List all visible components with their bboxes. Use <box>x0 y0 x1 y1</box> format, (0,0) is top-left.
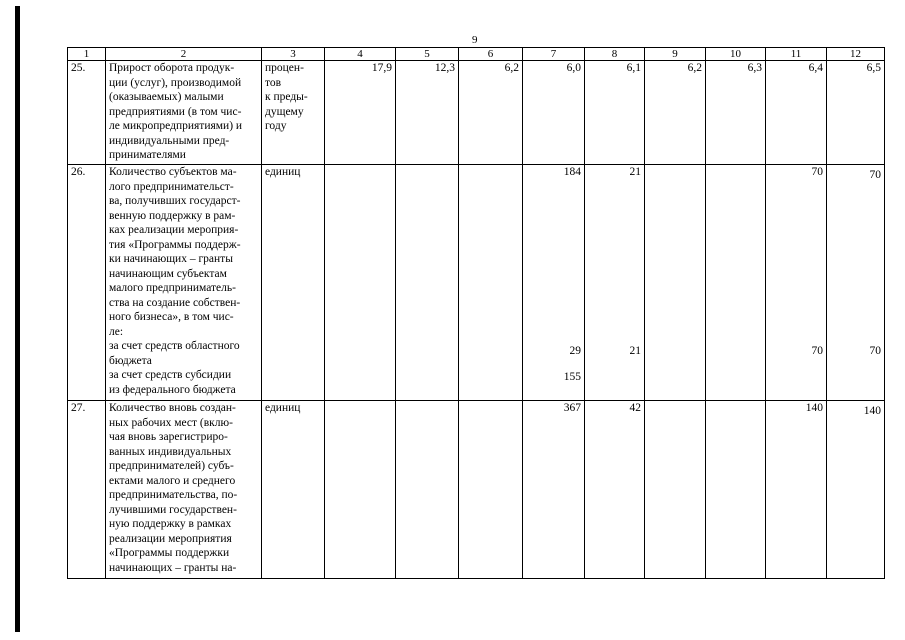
value-regional: 70 <box>811 344 823 357</box>
desc-line: принимателями <box>109 149 186 161</box>
desc-line: лучившими государствен- <box>109 503 237 516</box>
row-number: 27. <box>68 401 106 579</box>
value-regional: 29 <box>569 344 581 357</box>
desc-line: ле микропредприятиями) и <box>109 120 243 132</box>
desc-line: предпринимателей) субъ- <box>109 460 234 472</box>
value-federal: 155 <box>563 371 581 383</box>
value-cell <box>325 401 396 579</box>
header-row <box>68 48 885 61</box>
value-total: 70 <box>811 166 823 178</box>
desc-line: индивидуальными пред- <box>109 134 230 147</box>
desc-line: предприятиями (в том чис- <box>109 105 242 118</box>
value-cell: 6,2 <box>645 61 706 165</box>
value-total: 70 <box>869 169 881 181</box>
desc-line: начинающих – гранты на- <box>109 561 237 574</box>
row-description <box>106 401 262 579</box>
row-unit <box>262 61 325 165</box>
desc-line: ства на создание собствен- <box>109 296 241 309</box>
value-cell: 6,1 <box>585 61 645 165</box>
desc-line: начинающим субъектам <box>109 267 227 280</box>
value-regional: 70 <box>869 344 881 357</box>
desc-line: венную поддержку в рам- <box>109 209 236 222</box>
column-header: 6 <box>459 48 523 61</box>
column-header: 11 <box>766 48 827 61</box>
unit-line: году <box>265 120 287 132</box>
desc-line: ванных индивидуальных <box>109 445 232 458</box>
value-cell: 6,5 <box>827 61 885 165</box>
desc-line: за счет средств областного <box>109 340 240 352</box>
table-row <box>68 401 885 579</box>
data-table <box>67 47 885 579</box>
row-unit: единиц <box>262 165 325 401</box>
value-total: 184 <box>563 166 581 178</box>
desc-line: ную поддержку в рамках <box>109 518 232 530</box>
desc-line: ва, получивших государст- <box>109 195 241 207</box>
desc-line: чая вновь зарегистриро- <box>109 431 228 443</box>
desc-line: «Программы поддержки <box>109 547 230 559</box>
table-row <box>68 61 885 165</box>
desc-line: ектами малого и среднего <box>109 474 236 487</box>
row-description <box>106 165 262 401</box>
value-cell <box>523 165 585 401</box>
value-cell <box>645 401 706 579</box>
desc-line: ных рабочих мест (вклю- <box>109 416 233 429</box>
value-total: 140 <box>863 405 881 417</box>
value-cell <box>766 165 827 401</box>
value-cell: 367 <box>523 401 585 579</box>
desc-line: тия «Программы поддерж- <box>109 238 241 251</box>
desc-line: Количество субъектов ма- <box>109 166 237 178</box>
value-cell <box>827 165 885 401</box>
value-cell: 6,4 <box>766 61 827 165</box>
desc-line: бюджета <box>109 354 152 367</box>
desc-line: ции (услуг), производимой <box>109 76 242 89</box>
desc-line: за счет средств субсидии <box>109 369 232 381</box>
column-header: 4 <box>325 48 396 61</box>
table-row <box>68 165 885 401</box>
value-cell <box>396 401 459 579</box>
value-cell: 42 <box>585 401 645 579</box>
column-header: 10 <box>706 48 766 61</box>
unit-line: дущему <box>265 105 304 118</box>
column-header: 2 <box>106 48 262 61</box>
desc-line: реализации мероприятия <box>109 532 232 545</box>
desc-line: ле: <box>109 325 124 338</box>
desc-line: (оказываемых) малыми <box>109 91 224 103</box>
column-header: 3 <box>262 48 325 61</box>
column-header: 5 <box>396 48 459 61</box>
desc-line: предпринимательства, по- <box>109 489 238 501</box>
value-cell <box>585 165 645 401</box>
unit-line: тов <box>265 76 282 89</box>
value-cell: 17,9 <box>325 61 396 165</box>
column-header: 8 <box>585 48 645 61</box>
value-total: 21 <box>629 166 641 178</box>
page-number: 9 <box>472 34 478 46</box>
value-cell <box>645 165 706 401</box>
value-cell <box>396 165 459 401</box>
row-unit: единиц <box>262 401 325 579</box>
desc-line: ки начинающих – гранты <box>109 253 233 265</box>
value-cell <box>827 401 885 579</box>
value-cell <box>459 165 523 401</box>
desc-line: из федерального бюджета <box>109 383 236 396</box>
value-cell <box>706 165 766 401</box>
desc-line: лого предпринимательст- <box>109 180 234 193</box>
value-cell: 140 <box>766 401 827 579</box>
value-cell: 6,2 <box>459 61 523 165</box>
column-header: 1 <box>68 48 106 61</box>
desc-line: Прирост оборота продук- <box>109 62 235 74</box>
column-header: 12 <box>827 48 885 61</box>
value-cell <box>706 401 766 579</box>
desc-line: ках реализации мероприя- <box>109 224 239 236</box>
value-cell: 12,3 <box>396 61 459 165</box>
value-regional: 21 <box>629 344 641 357</box>
value-cell <box>325 165 396 401</box>
unit-line: процен- <box>265 62 304 74</box>
unit-line: к преды- <box>265 91 308 103</box>
page-edge-bar <box>15 6 20 632</box>
column-header: 9 <box>645 48 706 61</box>
value-cell: 6,3 <box>706 61 766 165</box>
desc-line: ного бизнеса», в том чис- <box>109 311 234 323</box>
value-cell <box>459 401 523 579</box>
row-number: 25. <box>68 61 106 165</box>
desc-line: Количество вновь создан- <box>109 402 236 414</box>
row-number: 26. <box>68 165 106 401</box>
column-header: 7 <box>523 48 585 61</box>
desc-line: малого предприниматель- <box>109 282 236 294</box>
row-description <box>106 61 262 165</box>
value-cell: 6,0 <box>523 61 585 165</box>
